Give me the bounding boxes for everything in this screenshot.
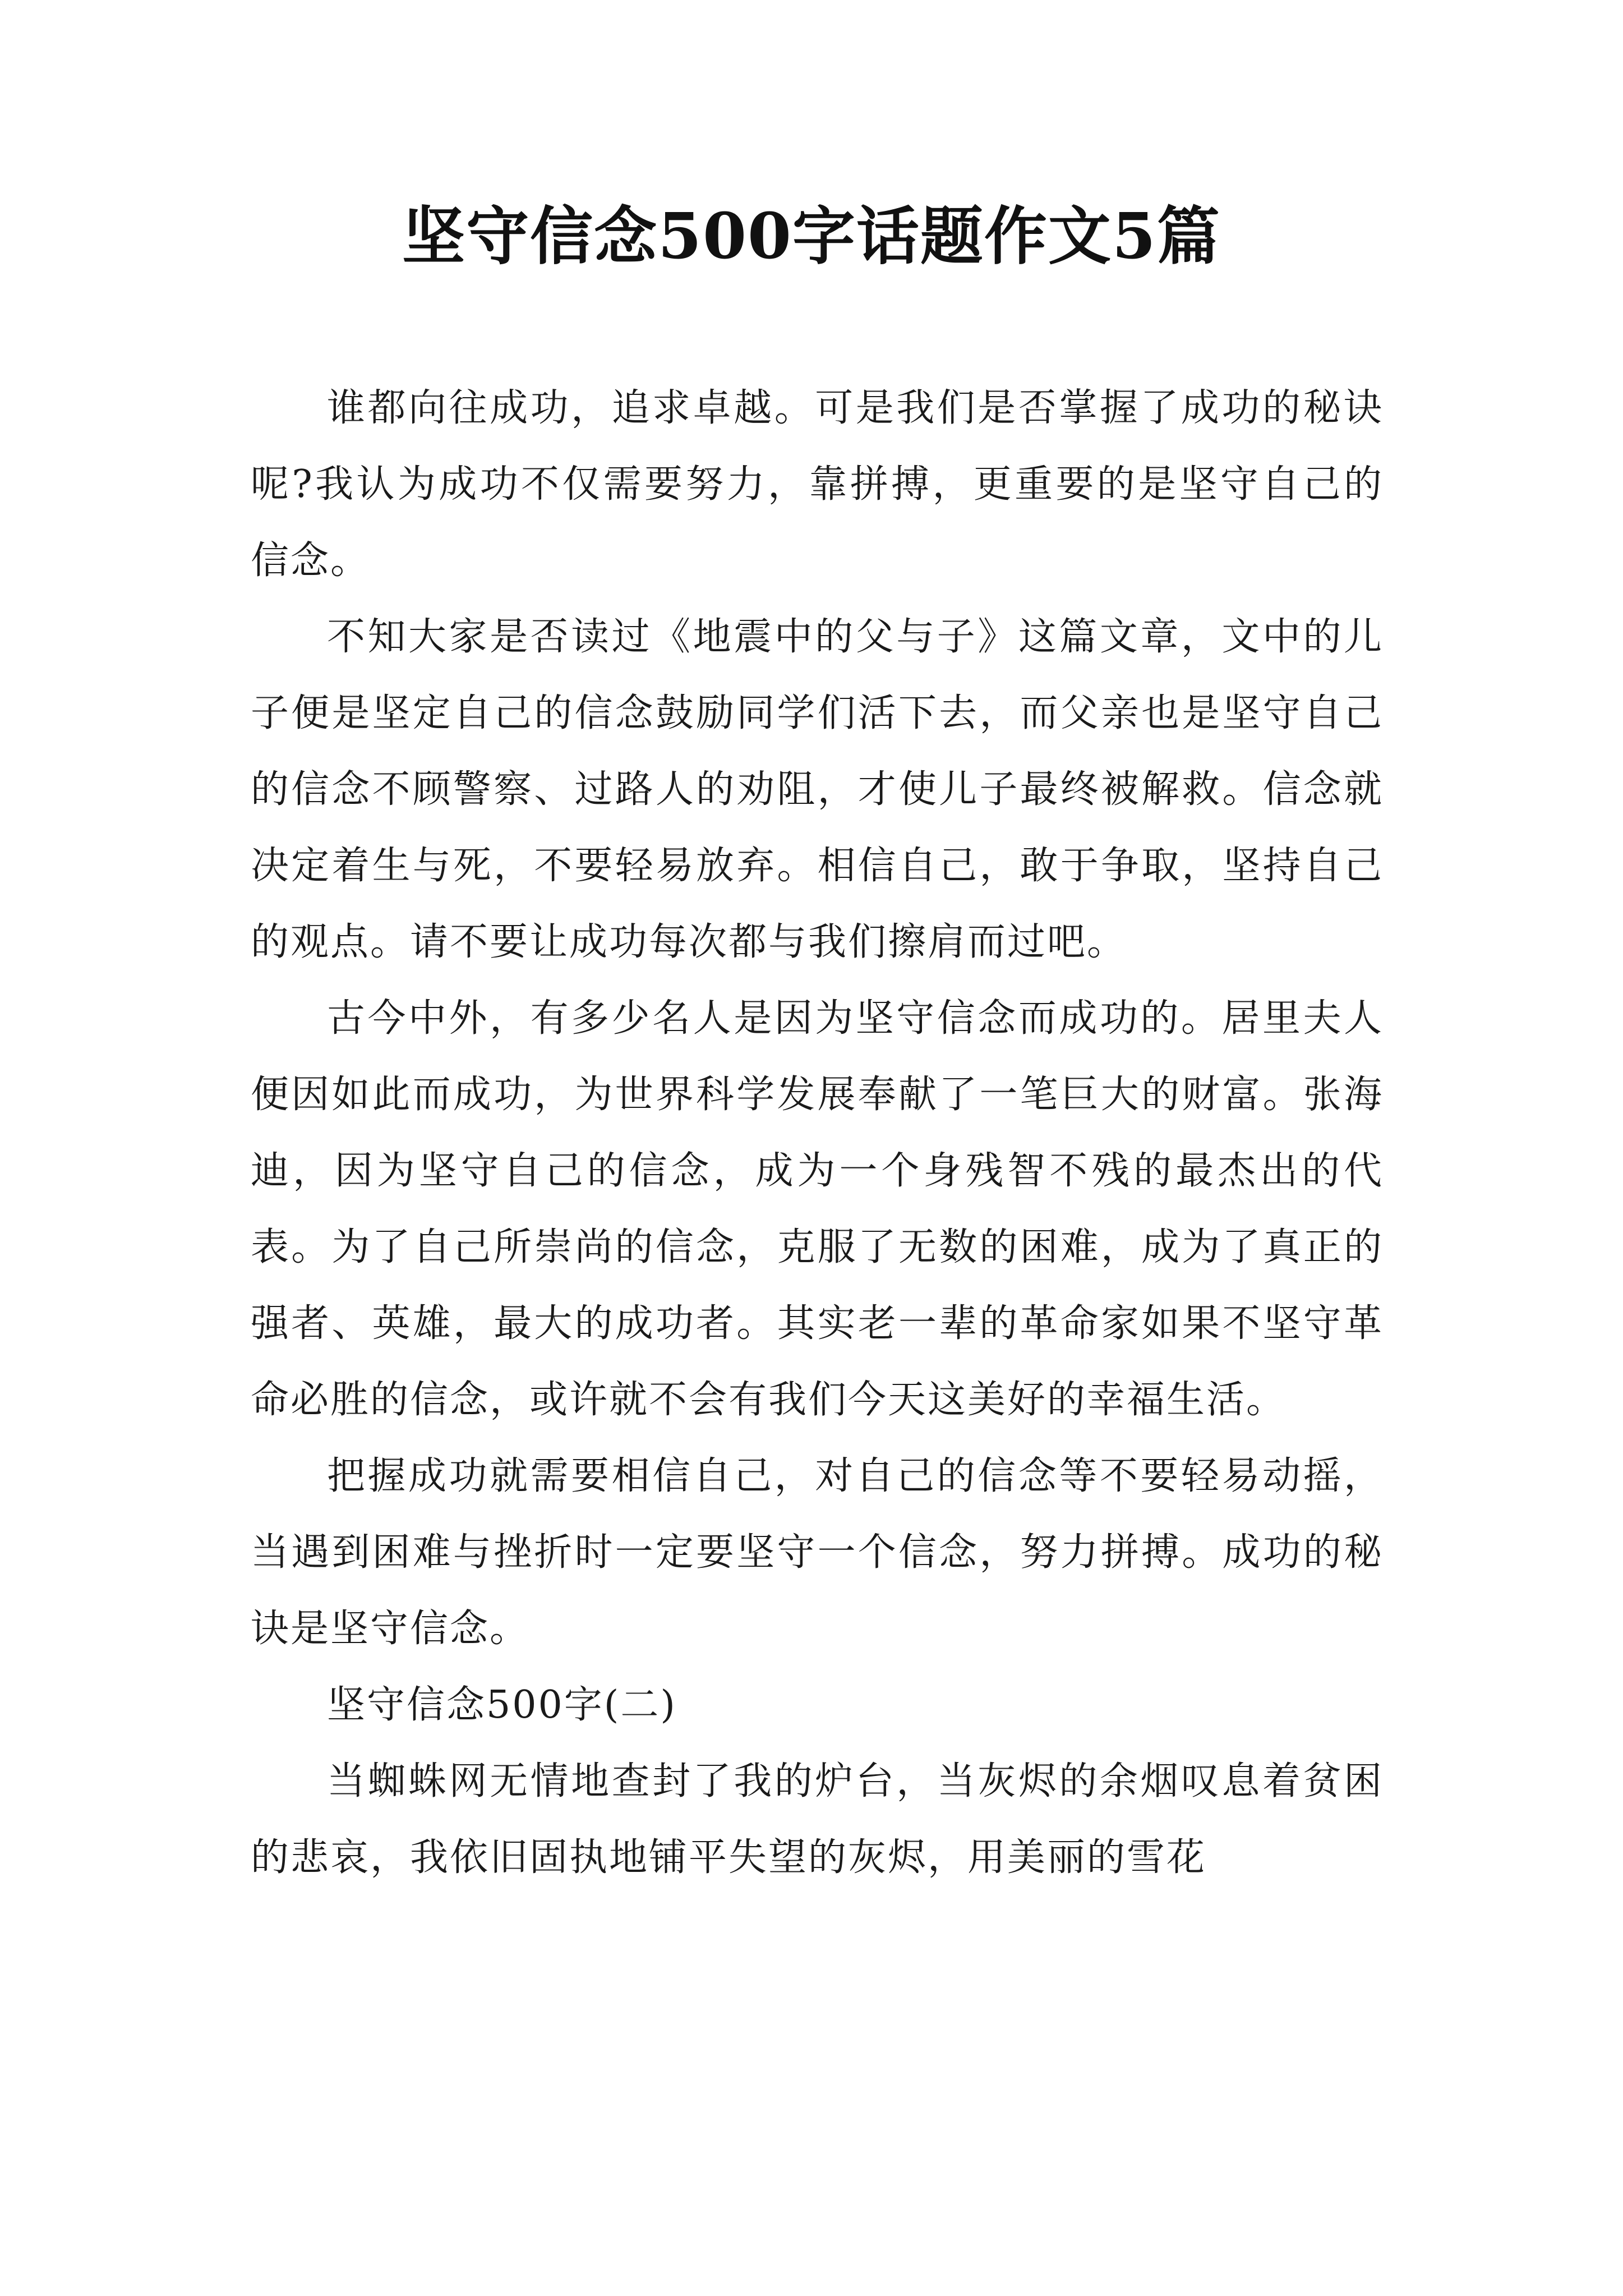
document-body (251, 370, 1384, 1896)
paragraph-2: 不知大家是否读过《地震中的父与子》这篇文章，文中的儿子便是坚定自己的信念鼓励同学们活下去，而父亲也是坚守自己的信念不顾警察、过路人的劝阻，才使儿子最终被解救。信念就决定着生与死，不要轻易放弃。相信自己，敢于争取，坚持自己的观点。请不要让成功每次都与我们擦肩而过吧。 (251, 615, 1384, 964)
paragraph-4: 把握成功就需要相信自己，对自己的信念等不要轻易动摇，当遇到困难与挫折时一定要坚守一个信念，努力拼搏。成功的秘诀是坚守信念。 (251, 1454, 1384, 1651)
paragraph-3: 古今中外，有多少名人是因为坚守信念而成功的。居里夫人便因如此而成功，为世界科学发展奉献了一笔巨大的财富。张海迪，因为坚守自己的信念，成为一个身残智不残的最杰出的代表。为了自己所崇尚的信念，克服了无数的困难，成为了真正的强者、英雄，最大的成功者。其实老一辈的革命家如果不坚守革命必胜的信念，或许就不会有我们今天这美好的幸福生活。 (251, 996, 1384, 1422)
paragraph-1: 谁都向往成功，追求卓越。可是我们是否掌握了成功的秘诀呢?我认为成功不仅需要努力，靠拼搏，更重要的是坚守自己的信念。 (251, 386, 1384, 583)
section-heading: 坚守信念500字(二) (327, 1683, 677, 1727)
paragraph-5: 当蜘蛛网无情地查封了我的炉台，当灰烬的余烟叹息着贫困的悲哀，我依旧固执地铺平失望的灰烬，用美丽的雪花 (251, 1759, 1384, 1880)
document-title: 坚守信念500字话题作文5篇 (402, 200, 1221, 273)
